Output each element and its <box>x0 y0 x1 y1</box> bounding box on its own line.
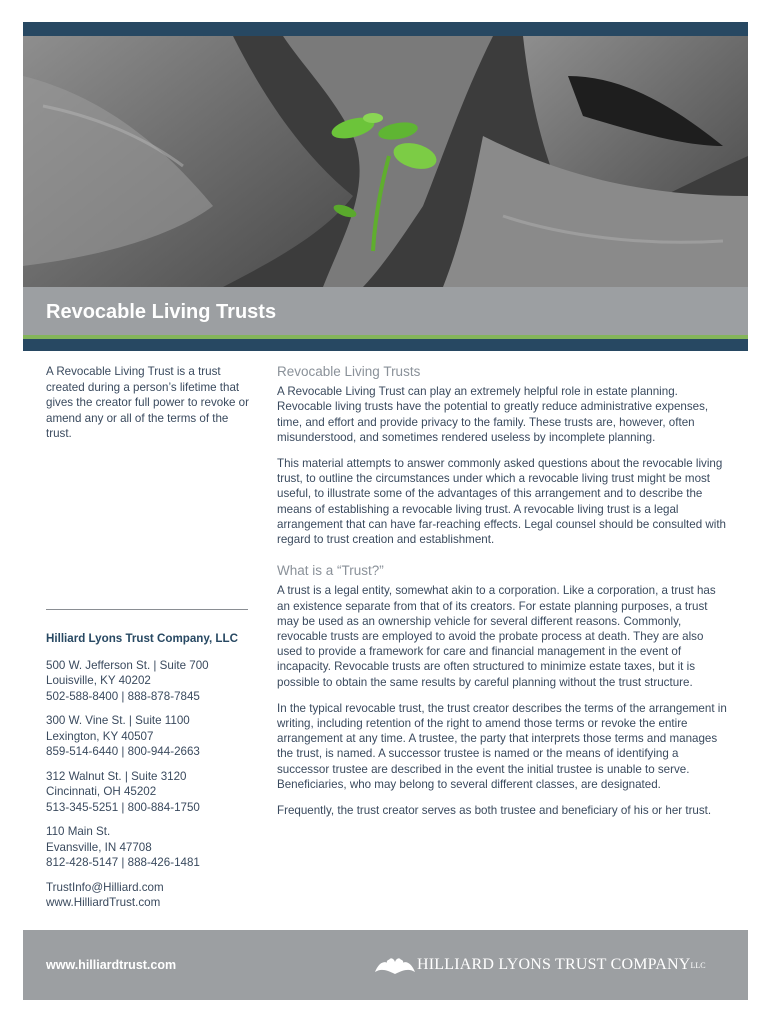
lion-crest-icon <box>373 954 417 976</box>
company-logo <box>373 954 706 976</box>
office-city: Cincinnati, OH 45202 <box>46 785 157 798</box>
office-address: 312 Walnut St. | Suite 3120 <box>46 769 187 783</box>
company-name: Hilliard Lyons Trust Company, LLC <box>46 632 238 645</box>
office-lexington <box>46 713 266 760</box>
paragraph: Frequently, the trust creator serves as both trustee and beneficiary of his or her trust. <box>277 804 712 818</box>
main-content <box>277 364 727 829</box>
office-cincinnati <box>46 769 266 816</box>
top-band <box>23 22 748 36</box>
office-phone: 812-428-5147 | 888-426-1481 <box>46 856 200 869</box>
office-address: 300 W. Vine St. | Suite 1100 <box>46 714 190 727</box>
page-title: Revocable Living Trusts <box>46 301 277 323</box>
office-city: Lexington, KY 40507 <box>46 729 154 743</box>
office-louisville <box>46 658 266 705</box>
title-bar <box>23 287 748 335</box>
logo-text: HILLIARD LYONS TRUST COMPANY <box>417 956 691 973</box>
office-phone: 859-514-6440 | 800-944-2663 <box>46 745 200 758</box>
office-city: Louisville, KY 40202 <box>46 674 151 687</box>
office-phone: 513-345-5251 | 800-884-1750 <box>46 800 200 814</box>
office-address: 110 Main St. <box>46 825 111 838</box>
paragraph: In the typical revocable trust, the trust creator describes the terms of the arrangement in writing, including retention of the right to amend those terms or revoke the entire arrangement at any time. A trustee, the party that interprets those terms and manages the trust, is named. A successor trustee is named or the means of identifying a successor trustee are described in the event the initial trustee is unable to serve. Beneficiaries, who may belong to several different classes, are designated. <box>277 701 727 791</box>
section-heading-revocable: Revocable Living Trusts <box>277 364 421 379</box>
office-city: Evansville, IN 47708 <box>46 840 152 854</box>
footer-url[interactable]: www.hilliardtrust.com <box>46 958 177 972</box>
office-evansville <box>46 824 266 871</box>
hero-image <box>23 36 748 287</box>
sidebar-divider <box>46 609 248 610</box>
office-address: 500 W. Jefferson St. | Suite 700 <box>46 658 209 672</box>
paragraph: A Revocable Living Trust can play an extremely helpful role in estate planning. Revocable living trusts have the potential to greatly reduce administrative expenses, time, and effort and provide privacy to the family. These trusts are, however, often misunderstood, and sometimes rendered useless by incomplete planning. <box>277 385 709 444</box>
contact-block <box>46 631 266 920</box>
contact-website[interactable]: www.HilliardTrust.com <box>46 896 161 909</box>
sidebar <box>46 364 252 442</box>
sidebar-intro: A Revocable Living Trust is a trust created during a person’s lifetime that gives the creator full power to revoke or amend any or all of the terms of the trust. <box>46 365 249 440</box>
navy-stripe <box>23 339 748 351</box>
logo-suffix: LLC <box>690 960 706 970</box>
contact-online <box>46 880 266 911</box>
footer <box>23 930 748 1000</box>
tree-roots-seedling-photo <box>23 36 748 287</box>
paragraph: This material attempts to answer commonly asked questions about the revocable living trust, to outline the circumstances under which a revocable living trust might be most useful, to illustrate some of the advantages of this arrangement and to describe the means of establishing a revocable living trust. A revocable living trust is a legal arrangement that can have far-reaching effects. Legal counsel should be consulted with regard to trust creation and establishment. <box>277 457 727 547</box>
paragraph: A trust is a legal entity, somewhat akin to a corporation. Like a corporation, a trust has an existence separate from that of its creators. For estate planning purposes, a trust may be used as an ownership vehicle for several different reasons. Commonly, revocable trusts are employed to avoid the probate process at death. They are also used to provide a framework for care and financial management in the event of incapacity. Revocable trusts are often structured to minimize estate taxes, but it is possible to obtain the same results by careful planning without the trust structure. <box>277 584 716 689</box>
office-phone: 502-588-8400 | 888-878-7845 <box>46 689 200 703</box>
section-heading-what-is-trust: What is a “Trust?” <box>277 563 384 579</box>
contact-email[interactable]: TrustInfo@Hilliard.com <box>46 880 164 894</box>
